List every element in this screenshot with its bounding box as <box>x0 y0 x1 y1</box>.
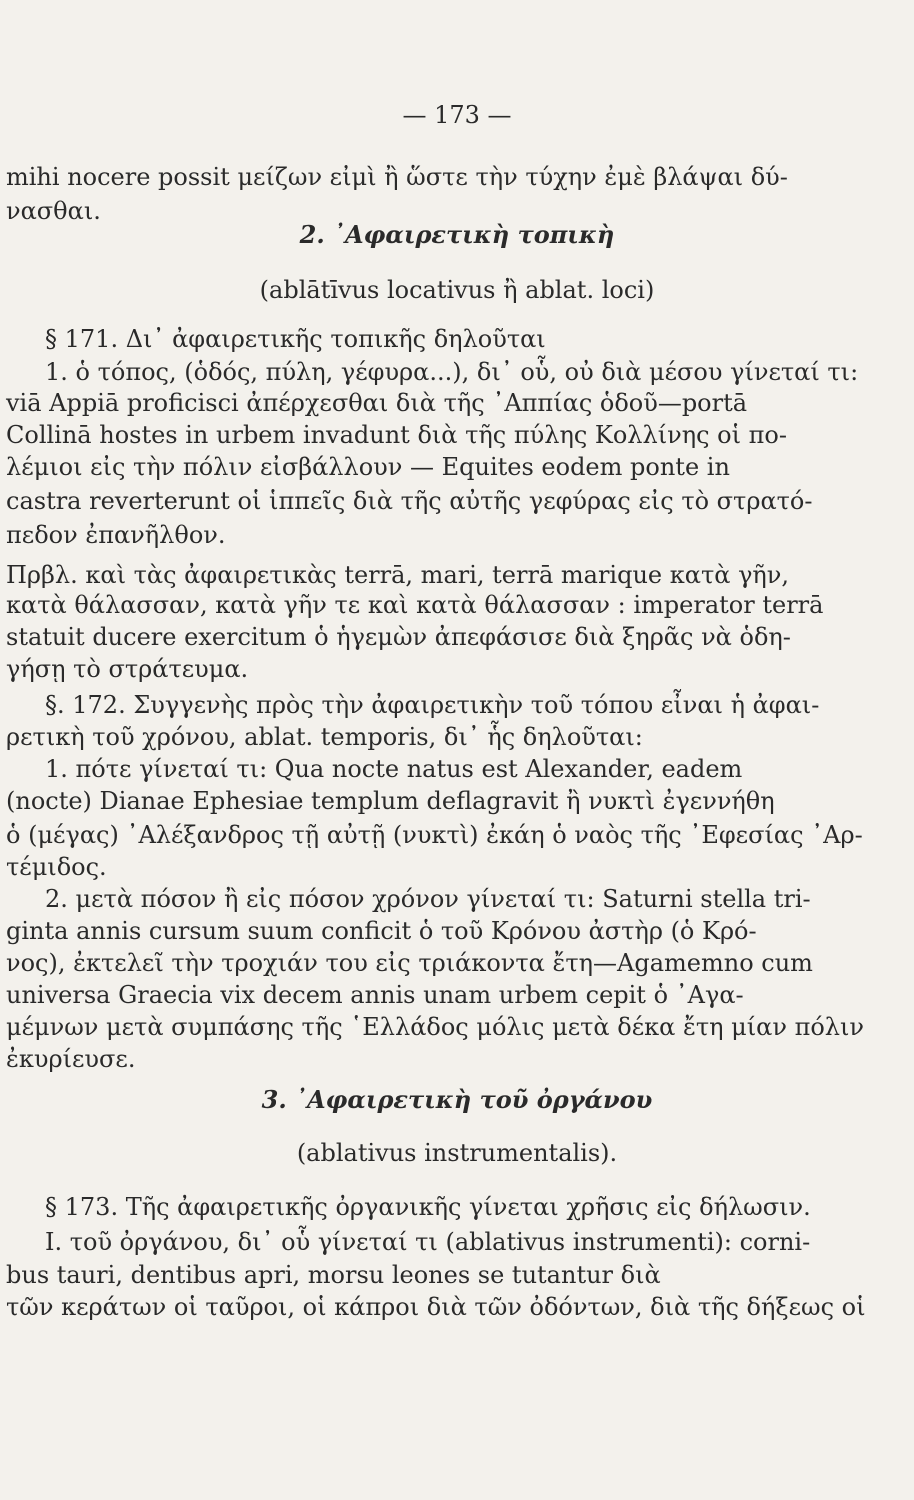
text-line: νος), ἐκτελεῖ τὴν τροχιάν του εἰς τριάκοντα ἔτη—Agamemno cum <box>6 949 813 977</box>
text-line: πεδον ἐπανῆλθον. <box>6 521 226 549</box>
text-line: 2. μετὰ πόσον ἢ εἰς πόσον χρόνον γίνεταί τι: Saturni stella tri- <box>45 885 811 913</box>
text-line: Πρβλ. καὶ τὰς ἀφαιρετικὰς terrā, mari, terrā marique κατὰ γῆν, <box>6 561 790 589</box>
text-line: τέμιδος. <box>6 853 107 881</box>
text-line: §. 172. Συγγενὴς πρὸς τὴν ἀφαιρετικὴν τοῦ τόπου εἶναι ἡ ἀφαι- <box>45 691 820 719</box>
text-line: (ablātīvus locativus ἢ ablat. loci) <box>259 276 655 304</box>
text-line: statuit ducere exercitum ὁ ἡγεμὼν ἀπεφάσισε διὰ ξηρᾶς νὰ ὁδη- <box>6 623 791 651</box>
page-number: — 173 — <box>402 101 512 129</box>
text-line: 1. ὁ τόπος, (ὁδός, πύλη, γέφυρα...), δι᾿ οὗ, οὐ διὰ μέσου γίνεταί τι: <box>45 358 859 386</box>
text-line: ρετικὴ τοῦ χρόνου, ablat. temporis, δι᾿ ἧς δηλοῦται: <box>6 723 643 751</box>
text-line: ὁ (μέγας) ᾿Αλέξανδρος τῇ αὐτῇ (νυκτὶ) ἐκάη ὁ ναὸς τῆς ᾿Εφεσίας ᾿Αρ- <box>6 821 863 849</box>
text-line: mihi nocere possit μείζων εἰμὶ ἢ ὥστε τὴν τύχην ἐμὲ βλάψαι δύ- <box>6 163 788 191</box>
text-line: (ablativus instrumentalis). <box>296 1139 618 1167</box>
text-line: λέμιοι εἰς τὴν πόλιν εἰσβάλλουν — Equites eodem ponte in <box>6 453 730 481</box>
text-line: μέμνων μετὰ συμπάσης τῆς ῾Ελλάδος μόλις μετὰ δέκα ἔτη μίαν πόλιν <box>6 1013 865 1041</box>
text-line: § 171. Δι᾿ ἀφαιρετικῆς τοπικῆς δηλοῦται <box>45 325 546 353</box>
text-line: γήσῃ τὸ στράτευμα. <box>6 655 249 683</box>
text-line: 3. ᾿Αφαιρετικὴ τοῦ ὀργάνου <box>261 1085 653 1114</box>
text-line: I. τοῦ ὀργάνου, δι᾿ οὗ γίνεταί τι (ablativus instrumenti): corni- <box>45 1228 811 1256</box>
text-line: ἐκυρίευσε. <box>6 1045 136 1073</box>
text-line: ginta annis cursum suum conficit ὁ τοῦ Κρόνου ἀστὴρ (ὁ Κρό- <box>6 917 757 945</box>
text-line: νασθαι. <box>6 197 101 225</box>
text-line: castra reverterunt οἱ ἱππεῖς διὰ τῆς αὐτῆς γεφύρας εἰς τὸ στρατό- <box>6 487 813 515</box>
text-line: universa Graecia vix decem annis unam urbem cepit ὁ ᾿Αγα- <box>6 981 744 1009</box>
text-line: 2. ᾿Αφαιρετικὴ τοπικὴ <box>299 220 615 249</box>
text-line: viā Appiā proficisci ἀπέρχεσθαι διὰ τῆς ᾿Αππίας ὁδοῦ—portā <box>6 389 748 417</box>
text-line: (nocte) Dianae Ephesiae templum deflagravit ἢ νυκτὶ ἐγεννήθη <box>6 787 775 815</box>
text-line: 1. πότε γίνεταί τι: Qua nocte natus est Alexander, eadem <box>45 755 743 783</box>
text-line: bus tauri, dentibus apri, morsu leones se tutantur διὰ <box>6 1261 661 1289</box>
text-line: Collinā hostes in urbem invadunt διὰ τῆς πύλης Κολλίνης οἱ πο- <box>6 421 787 449</box>
text-line: κατὰ θάλασσαν, κατὰ γῆν τε καὶ κατὰ θάλασσαν : imperator terrā <box>6 591 824 619</box>
text-line: § 173. Τῆς ἀφαιρετικῆς ὀργανικῆς γίνεται χρῆσις εἰς δήλωσιν. <box>45 1193 811 1221</box>
text-line: τῶν κεράτων οἱ ταῦροι, οἱ κάπροι διὰ τῶν ὀδόντων, διὰ τῆς δήξεως οἱ <box>6 1293 866 1321</box>
